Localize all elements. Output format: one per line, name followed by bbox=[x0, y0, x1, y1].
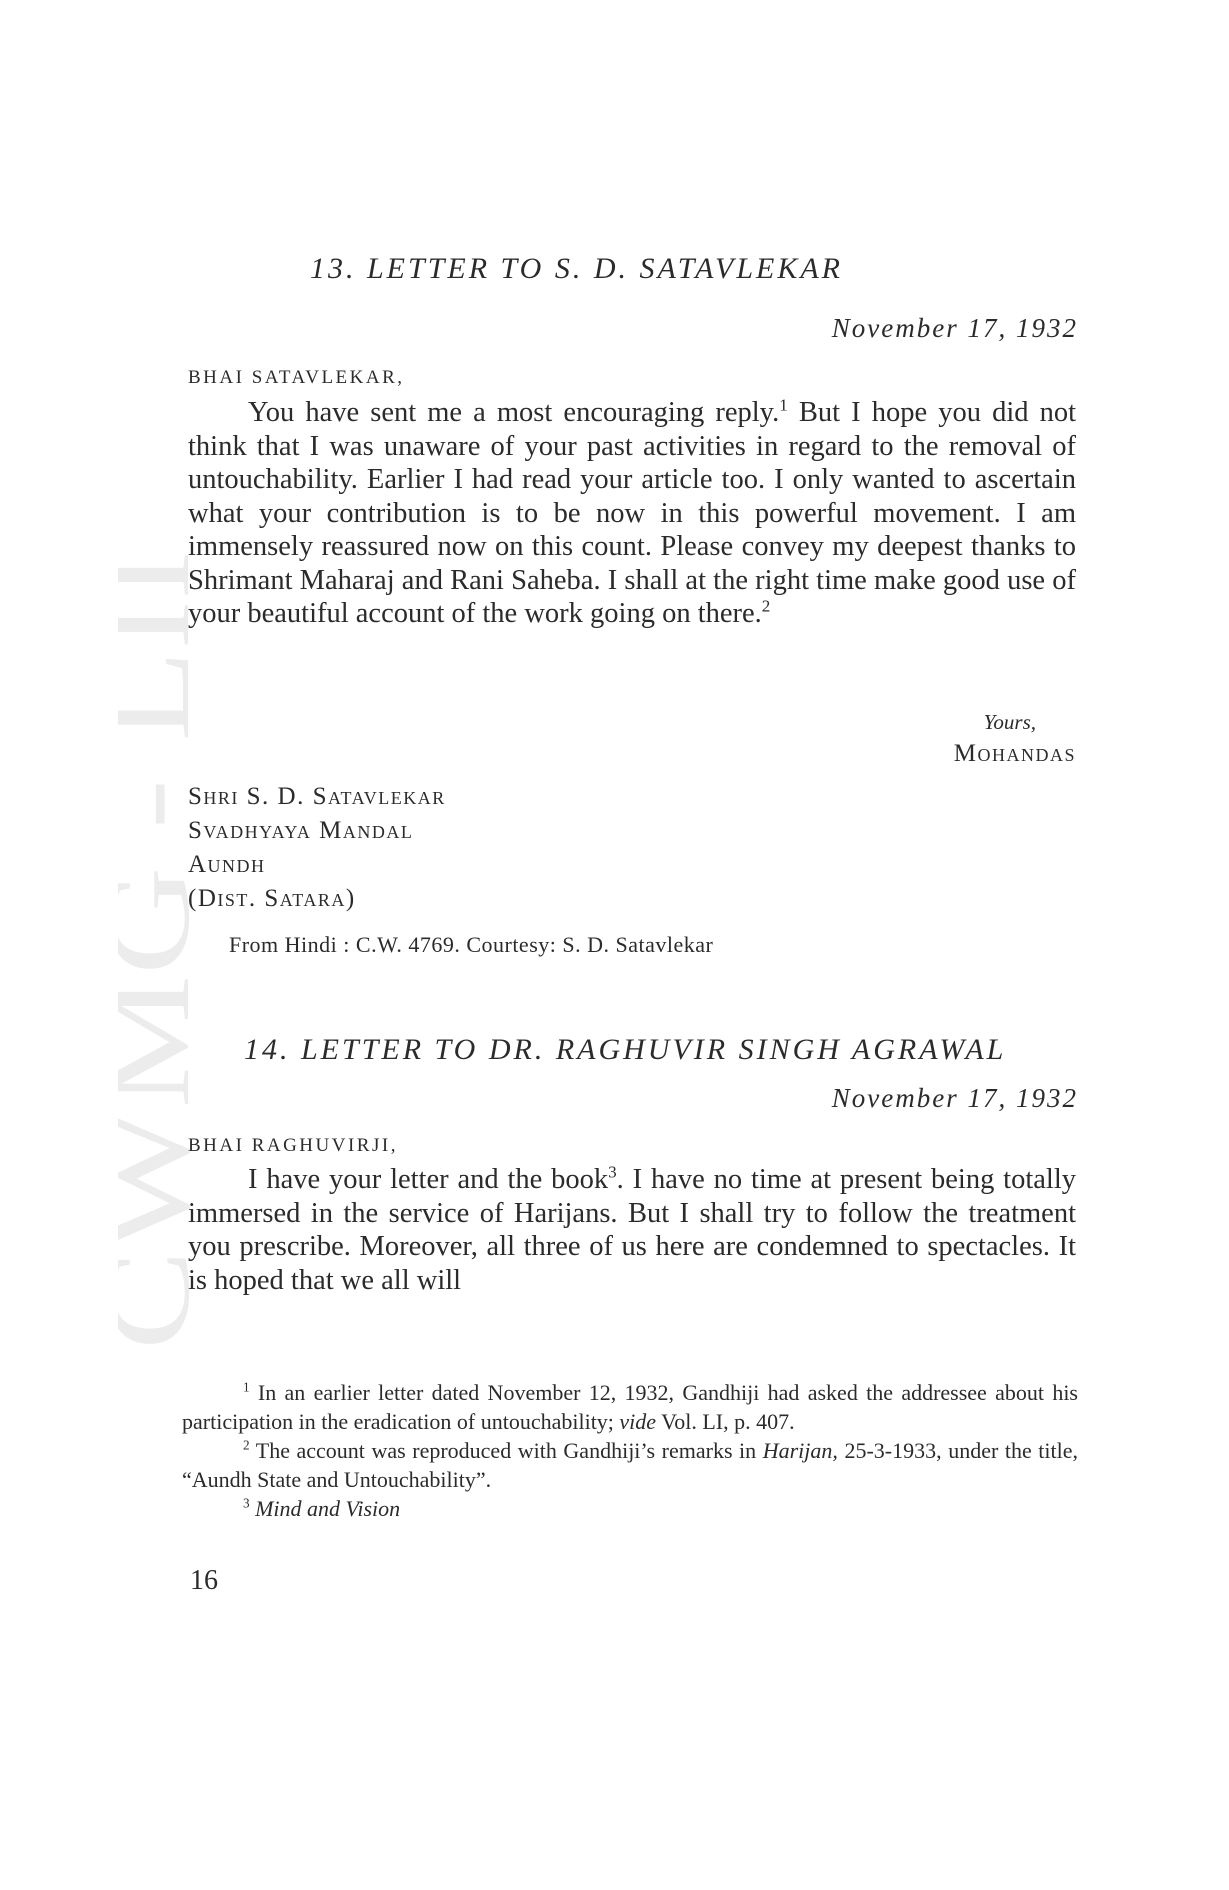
footnote-2-mark: 2 bbox=[243, 1437, 250, 1453]
footnote-2-rest: 25-3-1933, under the title, “Aundh State and Untouchability”. bbox=[182, 1438, 1078, 1492]
footnote-ref-3: 3 bbox=[608, 1162, 617, 1182]
footnote-2-text: The account was reproduced with Gandhiji’s remarks in bbox=[249, 1438, 763, 1463]
letter13-signature: Mohandas bbox=[953, 740, 1076, 767]
footnote-ref-2: 2 bbox=[761, 596, 771, 616]
footnotes bbox=[182, 1378, 1078, 1523]
letter13-date: November 17, 1932 bbox=[831, 313, 1078, 343]
footnote-1-vide: vide bbox=[619, 1409, 657, 1434]
letter13-body-part2: But I hope you did not think that I was unaware of your past activities in regard to the removal of untouchability. Earlier I had read your article too. I only wanted to ascertain what your contribution is to be now in this powerful movement. I am immensely reassured now on this count. Please convey my deepest thanks to Shrimant Maharaj and Rani Saheba. I shall at the right time make good use of your beautiful account of the work going on there. bbox=[188, 397, 1077, 629]
address-line: Svadhyaya Mandal bbox=[188, 817, 414, 844]
letter13-body-part1: You have sent me a most encouraging reply. bbox=[248, 397, 780, 428]
letter14-body-part2: . I have no time at present being totally immersed in the service of Harijans. But I shall try to follow the treatment you prescribe. Moreover, all three of us here are condemned to spectacles. It is hoped that we all will bbox=[188, 1164, 1077, 1296]
address-line: Shri S. D. Satavlekar bbox=[188, 783, 446, 810]
footnote-2-journal: Harijan, bbox=[762, 1438, 838, 1463]
letter14-title: 14. LETTER TO DR. RAGHUVIR SINGH AGRAWAL bbox=[244, 1033, 1007, 1066]
letter13-body bbox=[188, 396, 1076, 631]
letter13-closing: Yours, bbox=[983, 710, 1036, 734]
letter13-title: 13. LETTER TO S. D. SATAVLEKAR bbox=[310, 252, 843, 285]
letter13-address bbox=[188, 780, 446, 916]
watermark-text: CWMG LII bbox=[118, 720, 208, 1350]
page-number: 16 bbox=[190, 1565, 218, 1596]
letter14-salutation: BHAI RAGHUVIRJI, bbox=[188, 1135, 398, 1156]
letter13-source: From Hindi : C.W. 4769. Courtesy: S. D. Satavlekar bbox=[229, 932, 714, 957]
footnote-3 bbox=[182, 1494, 1078, 1523]
address-line: (Dist. Satara) bbox=[188, 885, 356, 912]
letter14-body bbox=[188, 1163, 1076, 1297]
letter14-body-part1: I have your letter and the book bbox=[248, 1164, 609, 1195]
letter13-salutation: BHAI SATAVLEKAR, bbox=[188, 367, 405, 388]
address-line: Aundh bbox=[188, 851, 266, 878]
footnote-ref-1: 1 bbox=[779, 395, 788, 415]
footnote-1-mark: 1 bbox=[243, 1379, 250, 1395]
footnote-1-ref: Vol. LI, p. 407. bbox=[656, 1409, 795, 1434]
footnote-1-text: In an earlier letter dated November 12, 1932, Gandhiji had asked the addressee about his participation in the eradication of untouchability; bbox=[182, 1380, 1078, 1434]
footnote-3-text: Mind and Vision bbox=[249, 1496, 401, 1521]
letter14-date: November 17, 1932 bbox=[831, 1083, 1078, 1113]
footnote-2 bbox=[182, 1436, 1078, 1494]
footnote-3-mark: 3 bbox=[243, 1495, 250, 1511]
footnote-1 bbox=[182, 1378, 1078, 1436]
